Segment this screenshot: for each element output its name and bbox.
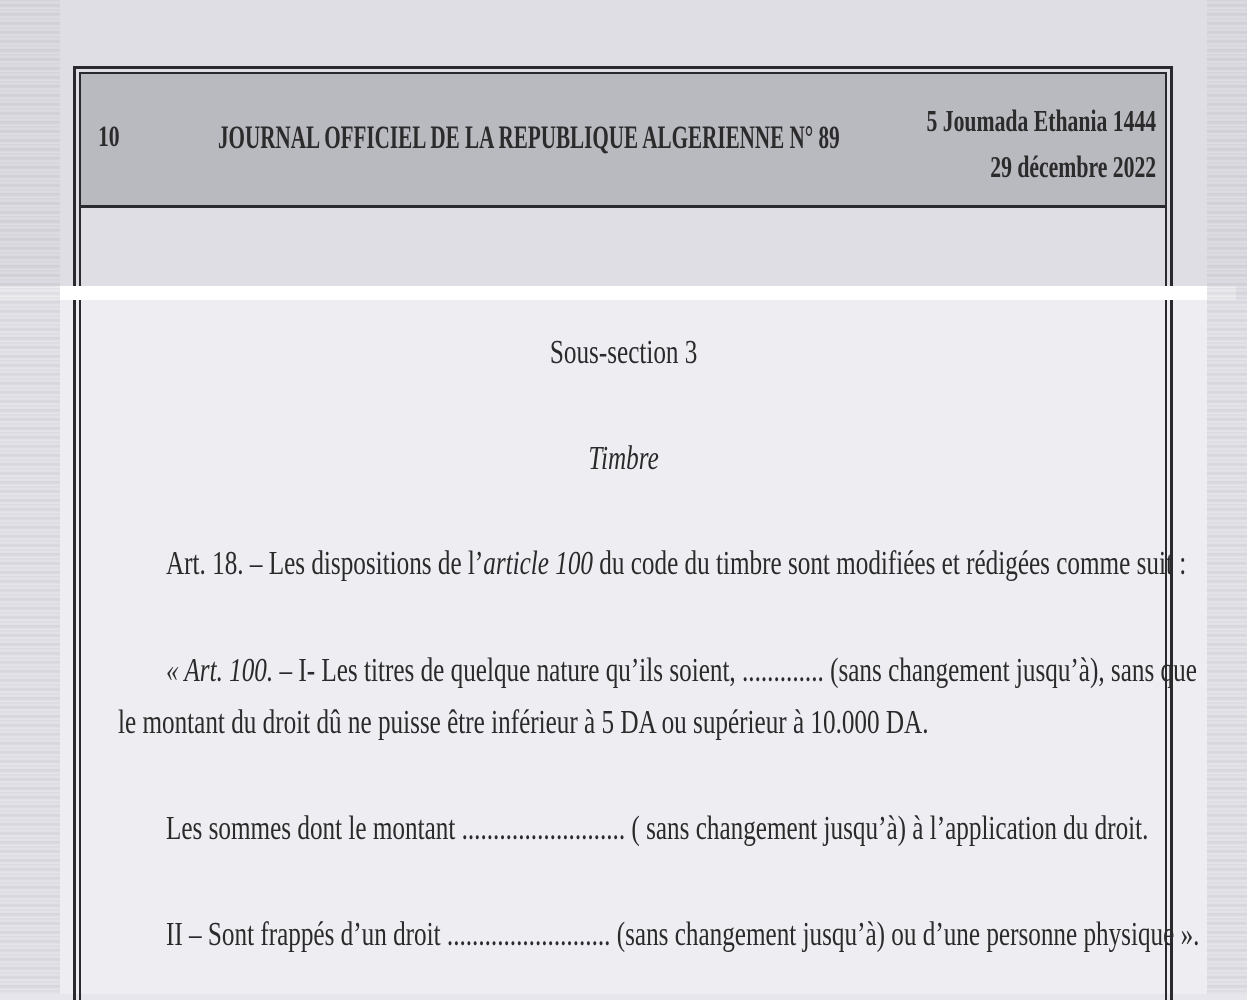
scan-edge-left [0, 0, 60, 994]
paragraph-3: II – Sont frappés d’un droit .......................... (sans changement jusqu’à) ou d’une personne physique ». [166, 916, 1200, 953]
hijri-date: 5 Joumada Ethania 1444 [926, 103, 1156, 138]
paragraph-1-line-1 [166, 652, 1197, 690]
subsection-label: Sous-section 3 [549, 334, 698, 371]
date-block [828, 98, 1156, 190]
paragraph-1-text: – I- Les titres de quelque nature qu’ils soient, ............. (sans changement jusqu’à), sans que [273, 652, 1197, 689]
paragraph-1-quote-ref: « Art. 100. [166, 652, 274, 689]
section-heading [0, 440, 1247, 478]
scan-edge-right [1207, 0, 1247, 994]
page-number: 10 [98, 120, 120, 153]
article-intro-prefix: Art. 18. – Les dispositions de l’ [166, 545, 484, 582]
subsection-title [0, 334, 1247, 372]
paragraph-2: Les sommes dont le montant .......................... ( sans changement jusqu’à) à l’application du droit. [166, 810, 1149, 847]
paragraph-1-line-2: le montant du droit dû ne puisse être inférieur à 5 DA ou supérieur à 10.000 DA. [118, 704, 929, 741]
gregorian-date: 29 décembre 2022 [990, 149, 1156, 184]
article-intro-suffix: du code du timbre sont modifiées et rédigées comme suit : [593, 545, 1187, 582]
frame-bottom-inner [79, 300, 1167, 1000]
article-intro [166, 545, 1186, 583]
journal-title: JOURNAL OFFICIEL DE LA REPUBLIQUE ALGERIENNE N° 89 [218, 120, 840, 156]
scan-gap [0, 286, 1236, 300]
article-intro-ref: article 100 [483, 545, 594, 582]
section-heading-label: Timbre [588, 440, 659, 477]
